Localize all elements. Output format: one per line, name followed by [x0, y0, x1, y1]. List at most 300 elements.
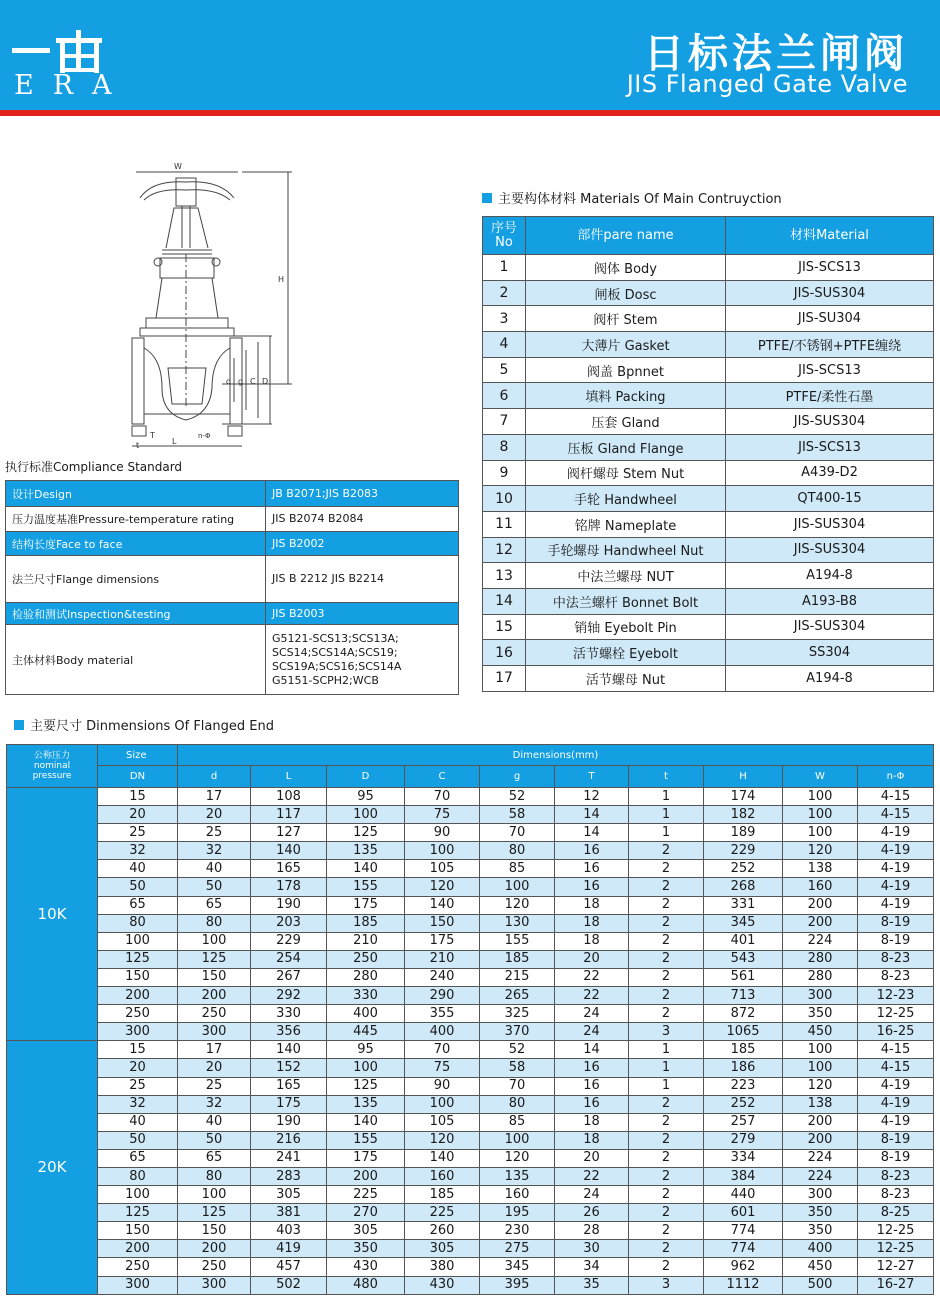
dims-cell: 20 [555, 950, 629, 968]
dims-cell: 20 [98, 1059, 178, 1077]
materials-row [483, 537, 934, 563]
dims-cell: 185 [480, 950, 555, 968]
dims-row [7, 1077, 934, 1095]
dims-cell: 18 [555, 932, 629, 950]
dims-cell: 16 [555, 860, 629, 878]
dims-row [7, 1095, 934, 1113]
dims-cell: 125 [98, 1204, 178, 1222]
compliance-value: JIS B 2212 JIS B2214 [266, 556, 459, 603]
dims-cell: 150 [178, 1222, 251, 1240]
dims-cell: 80 [480, 842, 555, 860]
materials-row [483, 409, 934, 435]
materials-col-part: 部件pare name [526, 217, 726, 255]
dims-cell: 774 [704, 1222, 783, 1240]
dims-cell: 100 [783, 806, 858, 824]
dims-cell: 203 [251, 914, 327, 932]
dims-cell: 2 [629, 914, 704, 932]
compliance-value: JB B2071;JIS B2083 [266, 481, 459, 507]
dims-cell: 241 [251, 1149, 327, 1167]
dims-row [7, 1276, 934, 1294]
materials-table [482, 216, 934, 692]
compliance-value: JIS B2074 B2084 [266, 507, 459, 532]
materials-cell-no: 1 [483, 255, 526, 281]
materials-cell-no: 4 [483, 332, 526, 358]
dims-cell: 16 [555, 1077, 629, 1095]
materials-cell-material: PTFE/不锈钢+PTFE缠绕 [726, 332, 934, 358]
dims-cell: 8-19 [858, 932, 934, 950]
dims-cell: 2 [629, 1131, 704, 1149]
materials-cell-material: QT400-15 [726, 486, 934, 512]
dims-cell: 223 [704, 1077, 783, 1095]
dims-cell: 22 [555, 968, 629, 986]
dims-cell: 330 [327, 987, 405, 1005]
dims-cell: 280 [783, 968, 858, 986]
dims-cell: 210 [405, 950, 480, 968]
dims-cell: 2 [629, 932, 704, 950]
materials-cell-material: JIS-SUS304 [726, 511, 934, 537]
materials-cell-part: 阀杆螺母 Stem Nut [526, 460, 726, 486]
dims-cell: 35 [555, 1276, 629, 1294]
dims-cell: 250 [98, 1258, 178, 1276]
dims-cell: 80 [98, 1167, 178, 1185]
compliance-table [5, 480, 459, 695]
dims-cell: 200 [783, 1131, 858, 1149]
materials-cell-part: 活节螺母 Nut [526, 666, 726, 692]
dims-cell: 4-15 [858, 788, 934, 806]
dims-cell: 125 [327, 824, 405, 842]
dims-cell: 292 [251, 987, 327, 1005]
compliance-key: 法兰尺寸Flange dimensions [6, 556, 266, 603]
dims-row [7, 950, 934, 968]
dims-cell: 25 [178, 824, 251, 842]
dims-cell: 100 [98, 932, 178, 950]
dims-cell: 430 [327, 1258, 405, 1276]
dims-cell: 160 [480, 1186, 555, 1204]
header-banner [0, 0, 940, 110]
dims-cell: 500 [783, 1276, 858, 1294]
dims-cell: 450 [783, 1258, 858, 1276]
dims-cell: 175 [251, 1095, 327, 1113]
dims-cell: 2 [629, 950, 704, 968]
dims-cell: 34 [555, 1258, 629, 1276]
dims-cell: 380 [405, 1258, 480, 1276]
materials-cell-part: 填料 Packing [526, 383, 726, 409]
dims-cell: 450 [783, 1023, 858, 1041]
dims-cell: 300 [98, 1276, 178, 1294]
dims-cell: 165 [251, 860, 327, 878]
dims-cell: 267 [251, 968, 327, 986]
drawing-label-h: H [278, 275, 285, 284]
dims-col-6: T [555, 766, 629, 788]
dims-cell: 18 [555, 1131, 629, 1149]
dims-cell: 345 [704, 914, 783, 932]
dims-cell: 195 [480, 1204, 555, 1222]
materials-cell-no: 15 [483, 614, 526, 640]
dims-cell: 24 [555, 1023, 629, 1041]
dims-cell: 100 [327, 1059, 405, 1077]
dims-cell: 457 [251, 1258, 327, 1276]
dims-cell: 65 [178, 1149, 251, 1167]
dims-cell: 4-19 [858, 824, 934, 842]
compliance-row [6, 625, 459, 695]
dims-cell: 260 [405, 1222, 480, 1240]
dims-cell: 108 [251, 788, 327, 806]
materials-cell-no: 6 [483, 383, 526, 409]
dims-cell: 174 [704, 788, 783, 806]
dims-row [7, 1005, 934, 1023]
dims-cell: 52 [480, 788, 555, 806]
dims-col-10: n-Φ [858, 766, 934, 788]
drawing-label-l: L [172, 437, 177, 446]
dims-cell: 305 [327, 1222, 405, 1240]
dims-row [7, 1186, 934, 1204]
dims-col-4: C [405, 766, 480, 788]
materials-cell-part: 阀杆 Stem [526, 306, 726, 332]
materials-cell-material: JIS-SU304 [726, 306, 934, 332]
dims-cell: 502 [251, 1276, 327, 1294]
dims-cell: 1 [629, 788, 704, 806]
dims-cell: 290 [405, 987, 480, 1005]
dims-cell: 58 [480, 806, 555, 824]
dims-cell: 384 [704, 1167, 783, 1185]
section-bullet-icon [482, 193, 492, 203]
compliance-key: 压力温度基准Pressure-temperature rating [6, 507, 266, 532]
dims-cell: 8-19 [858, 1149, 934, 1167]
dims-row [7, 878, 934, 896]
compliance-row [6, 481, 459, 507]
materials-cell-material: JIS-SCS13 [726, 255, 934, 281]
materials-row [483, 434, 934, 460]
materials-cell-part: 铭牌 Nameplate [526, 511, 726, 537]
dims-cell: 300 [783, 987, 858, 1005]
materials-col-no: 序号 No [483, 217, 526, 255]
drawing-label-d: d [226, 377, 232, 386]
dims-cell: 419 [251, 1240, 327, 1258]
compliance-value: JIS B2002 [266, 532, 459, 556]
dims-cell: 8-23 [858, 1167, 934, 1185]
materials-row [483, 563, 934, 589]
page-title-en: JIS Flanged Gate Valve [626, 70, 908, 98]
dims-cell: 138 [783, 1095, 858, 1113]
dims-cell: 140 [405, 1149, 480, 1167]
dims-row [7, 1041, 934, 1059]
dims-cell: 20 [178, 806, 251, 824]
dims-row [7, 842, 934, 860]
materials-row [483, 383, 934, 409]
dims-cell: 65 [98, 896, 178, 914]
dims-cell: 32 [178, 1095, 251, 1113]
materials-cell-no: 13 [483, 563, 526, 589]
dims-cell: 152 [251, 1059, 327, 1077]
materials-cell-no: 10 [483, 486, 526, 512]
dims-cell: 2 [629, 1258, 704, 1276]
dims-cell: 85 [480, 1113, 555, 1131]
dims-cell: 601 [704, 1204, 783, 1222]
dims-cell: 403 [251, 1222, 327, 1240]
dims-cell: 2 [629, 1005, 704, 1023]
dims-cell: 130 [480, 914, 555, 932]
dims-cell: 50 [98, 1131, 178, 1149]
dims-row [7, 806, 934, 824]
dims-cell: 280 [783, 950, 858, 968]
dims-cell: 350 [327, 1240, 405, 1258]
dims-cell: 16 [555, 1059, 629, 1077]
dims-cell: 8-25 [858, 1204, 934, 1222]
dims-cell: 185 [405, 1186, 480, 1204]
dims-cell: 4-19 [858, 878, 934, 896]
dims-cell: 252 [704, 1095, 783, 1113]
dims-header-row-2 [7, 766, 934, 788]
dims-cell: 17 [178, 1041, 251, 1059]
dims-cell: 190 [251, 896, 327, 914]
compliance-value: G5121-SCS13;SCS13A; SCS14;SCS14A;SCS19; SCS19A;SCS16;SCS14A G5151-SCPH2;WCB [266, 625, 459, 695]
materials-cell-material: JIS-SCS13 [726, 434, 934, 460]
dims-cell: 70 [480, 1077, 555, 1095]
dims-cell: 1112 [704, 1276, 783, 1294]
dims-cell: 345 [480, 1258, 555, 1276]
dims-row [7, 1149, 934, 1167]
drawing-label-g: g [238, 377, 244, 386]
materials-cell-no: 3 [483, 306, 526, 332]
dims-row [7, 1023, 934, 1041]
pressure-class-cell: 10K [7, 788, 98, 1041]
materials-row [483, 255, 934, 281]
dims-cell: 4-19 [858, 842, 934, 860]
dims-cell: 40 [98, 1113, 178, 1131]
dims-cell: 100 [178, 1186, 251, 1204]
dims-cell: 331 [704, 896, 783, 914]
dims-cell: 962 [704, 1258, 783, 1276]
materials-col-material: 材料Material [726, 217, 934, 255]
dims-cell: 2 [629, 1149, 704, 1167]
materials-cell-part: 阀体 Body [526, 255, 726, 281]
dims-cell: 140 [327, 1113, 405, 1131]
materials-cell-material: PTFE/柔性石墨 [726, 383, 934, 409]
dims-cell: 200 [783, 896, 858, 914]
dims-cell: 250 [327, 950, 405, 968]
materials-cell-part: 中法兰螺母 NUT [526, 563, 726, 589]
dims-cell: 268 [704, 878, 783, 896]
dims-cell: 16 [555, 1095, 629, 1113]
dims-cell: 185 [327, 914, 405, 932]
compliance-key: 结构长度Face to face [6, 532, 266, 556]
dims-cell: 4-19 [858, 860, 934, 878]
materials-cell-no: 7 [483, 409, 526, 435]
dims-cell: 100 [178, 932, 251, 950]
dims-cell: 300 [98, 1023, 178, 1041]
dims-cell: 250 [178, 1005, 251, 1023]
dims-row [7, 1222, 934, 1240]
drawing-label-t: t [136, 441, 140, 450]
dims-cell: 100 [327, 806, 405, 824]
dims-row [7, 824, 934, 842]
dims-cell: 140 [251, 1041, 327, 1059]
dims-cell: 257 [704, 1113, 783, 1131]
materials-cell-no: 14 [483, 588, 526, 614]
dims-cell: 50 [178, 1131, 251, 1149]
dims-cell: 1 [629, 806, 704, 824]
dims-cell: 401 [704, 932, 783, 950]
dims-cell: 229 [704, 842, 783, 860]
dimensions-table [6, 744, 934, 1295]
materials-row [483, 357, 934, 383]
dimensions-title-text: 主要尺寸 Dinmensions Of Flanged End [30, 719, 274, 734]
dims-cell: 543 [704, 950, 783, 968]
compliance-title: 执行标准Compliance Standard [5, 460, 183, 474]
materials-cell-no: 12 [483, 537, 526, 563]
materials-cell-no: 11 [483, 511, 526, 537]
dims-cell: 150 [98, 968, 178, 986]
dims-col-size: Size [98, 745, 178, 766]
dims-cell: 1 [629, 824, 704, 842]
dims-cell: 18 [555, 914, 629, 932]
dims-cell: 125 [178, 1204, 251, 1222]
dims-cell: 872 [704, 1005, 783, 1023]
dims-cell: 160 [783, 878, 858, 896]
dims-col-8: H [704, 766, 783, 788]
dims-cell: 4-19 [858, 1077, 934, 1095]
dims-cell: 24 [555, 1186, 629, 1204]
dims-cell: 22 [555, 1167, 629, 1185]
dims-cell: 8-23 [858, 1186, 934, 1204]
dims-cell: 150 [178, 968, 251, 986]
dims-cell: 4-15 [858, 1059, 934, 1077]
materials-row [483, 460, 934, 486]
dims-cell: 25 [178, 1077, 251, 1095]
dims-cell: 12-25 [858, 1240, 934, 1258]
dims-cell: 117 [251, 806, 327, 824]
dims-cell: 127 [251, 824, 327, 842]
dims-cell: 200 [98, 987, 178, 1005]
materials-title-text: 主要构体材料 Materials Of Main Contruyction [498, 192, 782, 207]
materials-cell-no: 9 [483, 460, 526, 486]
dims-cell: 400 [405, 1023, 480, 1041]
dims-cell: 2 [629, 896, 704, 914]
dims-cell: 8-23 [858, 968, 934, 986]
materials-cell-part: 闸板 Dosc [526, 280, 726, 306]
materials-cell-material: JIS-SCS13 [726, 357, 934, 383]
drawing-label-d-upper: D [262, 377, 269, 386]
dims-cell: 22 [555, 987, 629, 1005]
dims-cell: 100 [783, 788, 858, 806]
dims-cell: 25 [98, 824, 178, 842]
dims-cell: 254 [251, 950, 327, 968]
dims-cell: 100 [405, 842, 480, 860]
dims-cell: 175 [405, 932, 480, 950]
dims-row [7, 968, 934, 986]
dims-cell: 120 [783, 1077, 858, 1095]
dims-cell: 2 [629, 1204, 704, 1222]
dims-cell: 65 [98, 1149, 178, 1167]
dims-cell: 240 [405, 968, 480, 986]
materials-cell-no: 2 [483, 280, 526, 306]
dims-cell: 12-25 [858, 1222, 934, 1240]
materials-cell-part: 活节螺栓 Eyebolt [526, 640, 726, 666]
dims-cell: 305 [405, 1240, 480, 1258]
pressure-class-cell: 20K [7, 1041, 98, 1294]
drawing-label-t-upper: T [150, 431, 155, 440]
logo-text: ERA [14, 70, 131, 101]
dims-cell: 1065 [704, 1023, 783, 1041]
dims-cell: 30 [555, 1240, 629, 1258]
dims-cell: 75 [405, 1059, 480, 1077]
dims-cell: 160 [405, 1167, 480, 1185]
dims-cell: 4-19 [858, 1095, 934, 1113]
dims-cell: 216 [251, 1131, 327, 1149]
dims-cell: 225 [327, 1186, 405, 1204]
dims-cell: 12-27 [858, 1258, 934, 1276]
dims-cell: 381 [251, 1204, 327, 1222]
dims-cell: 250 [178, 1258, 251, 1276]
dims-cell: 135 [480, 1167, 555, 1185]
dims-cell: 12 [555, 788, 629, 806]
dims-cell: 155 [480, 932, 555, 950]
dims-cell: 774 [704, 1240, 783, 1258]
dims-cell: 200 [783, 914, 858, 932]
dims-header-row-1 [7, 745, 934, 766]
dims-cell: 225 [405, 1204, 480, 1222]
dims-cell: 65 [178, 896, 251, 914]
dims-cell: 138 [783, 860, 858, 878]
dims-cell: 395 [480, 1276, 555, 1294]
dims-cell: 85 [480, 860, 555, 878]
dims-row [7, 788, 934, 806]
dims-cell: 178 [251, 878, 327, 896]
dims-cell: 224 [783, 932, 858, 950]
dims-cell: 135 [327, 1095, 405, 1113]
dims-cell: 140 [405, 896, 480, 914]
dims-cell: 4-15 [858, 1041, 934, 1059]
dims-cell: 32 [178, 842, 251, 860]
dims-cell: 430 [405, 1276, 480, 1294]
dims-cell: 140 [327, 860, 405, 878]
dims-cell: 300 [178, 1276, 251, 1294]
dims-cell: 140 [251, 842, 327, 860]
materials-row [483, 332, 934, 358]
dims-cell: 1 [629, 1077, 704, 1095]
dims-cell: 230 [480, 1222, 555, 1240]
page-title-cn: 日标法兰闸阀 [644, 31, 908, 77]
dims-cell: 355 [405, 1005, 480, 1023]
section-bullet-icon [14, 720, 24, 730]
dims-cell: 100 [480, 1131, 555, 1149]
dims-cell: 100 [783, 1059, 858, 1077]
dims-col-2: L [251, 766, 327, 788]
dims-cell: 80 [98, 914, 178, 932]
dims-cell: 70 [405, 1041, 480, 1059]
dims-cell: 80 [480, 1095, 555, 1113]
dims-cell: 2 [629, 878, 704, 896]
dims-cell: 100 [783, 1041, 858, 1059]
dims-cell: 18 [555, 896, 629, 914]
compliance-key: 检验和测试Inspection&testing [6, 603, 266, 625]
dims-cell: 330 [251, 1005, 327, 1023]
dims-cell: 224 [783, 1167, 858, 1185]
dims-cell: 400 [327, 1005, 405, 1023]
dims-cell: 125 [178, 950, 251, 968]
drawing-label-n-phi: n-Φ [198, 432, 211, 440]
dims-cell: 58 [480, 1059, 555, 1077]
dims-cell: 200 [327, 1167, 405, 1185]
dims-cell: 135 [327, 842, 405, 860]
dims-cell: 120 [405, 1131, 480, 1149]
dims-cell: 325 [480, 1005, 555, 1023]
dims-cell: 14 [555, 1041, 629, 1059]
era-logo-icon [12, 30, 108, 74]
dims-cell: 189 [704, 824, 783, 842]
dims-cell: 100 [405, 1095, 480, 1113]
dims-cell: 20 [98, 806, 178, 824]
